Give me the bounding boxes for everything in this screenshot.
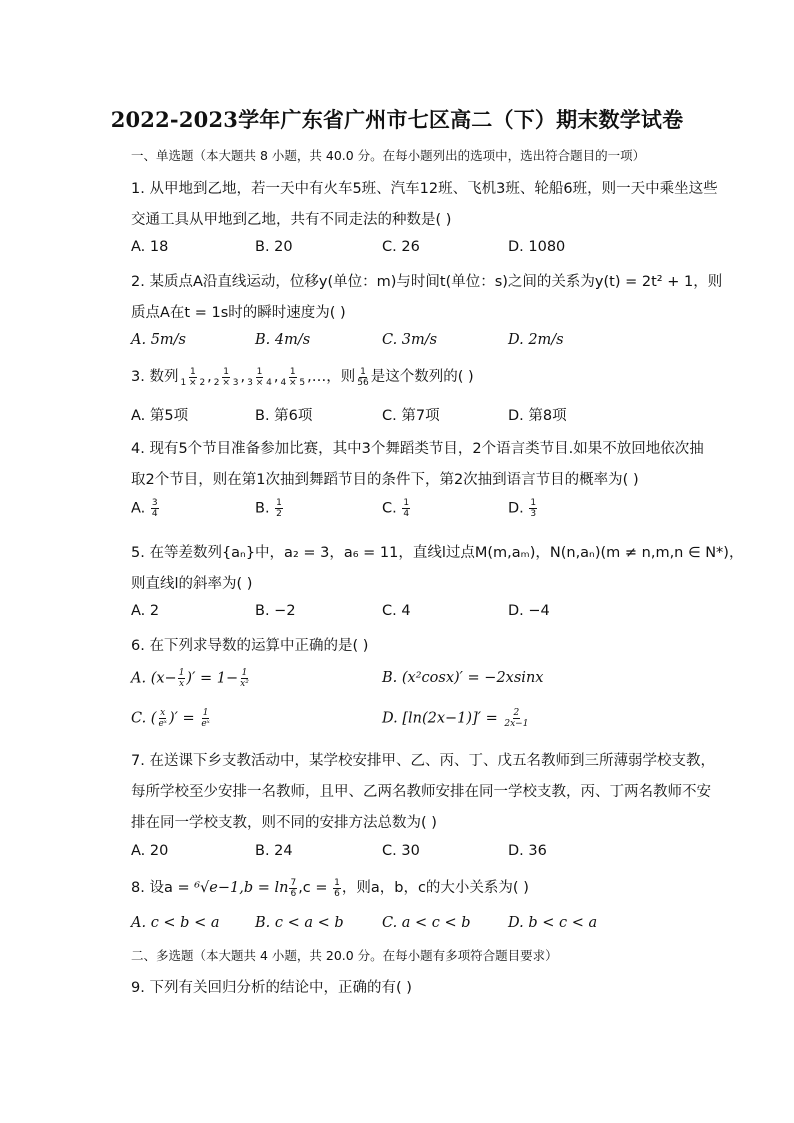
question-2-option-a: A. 5m/s [131, 332, 186, 348]
fraction-denominator: 2x−1 [504, 719, 529, 729]
question-3-text: 3. 数列 $\frac{1}{1 \times 2}$ , $\frac{1}{2 \times 3}$ , $\frac{1}{3 \times 4}$ , $\frac{1}{4 \times 5}$ ,…，则 $\frac{1}{56}$ 是这个数列的( ) [131, 366, 474, 388]
question-5-text-line-2: 则直线l的斜率为( ) [131, 576, 253, 592]
fraction-numerator: 1 [223, 366, 229, 377]
question-1-option-c: C. 26 [382, 239, 420, 255]
fraction-denominator: 4 × 5 [280, 377, 306, 388]
fraction [239, 668, 250, 689]
option-label: A. [131, 500, 146, 517]
question-7-option-a: A. 20 [131, 843, 169, 859]
option-label: D. [508, 500, 524, 517]
question-2-text-line-2: 质点A在t = 1s时的瞬时速度为( ) [131, 305, 346, 321]
question-8-option-b: B. c < a < b [255, 915, 344, 931]
fraction-denominator: eˣ [158, 719, 167, 729]
page-title: 2022-2023学年广东省广州市七区高二（下）期末数学试卷 [110, 107, 684, 132]
fraction-denominator: 3 × 4 [247, 377, 272, 388]
question-8-option-a: A. c < b < a [131, 915, 220, 931]
option-label: B. [255, 500, 270, 517]
expr-part: D. [ln(2x−1)]′ = [382, 710, 503, 727]
question-6-option-a [131, 668, 251, 689]
question-7-text-line-3: 排在同一学校支教，则不同的安排方法总数为( ) [131, 815, 437, 831]
question-4-option-b [255, 498, 284, 519]
question-3-suffix: 是这个数列的( ) [370, 369, 474, 385]
fraction-denominator: 6 [290, 888, 297, 899]
question-3-option-d: D. 第8项 [508, 408, 567, 424]
fraction-denominator: x² [240, 679, 249, 689]
question-2-text-line-1: 2. 某质点A沿直线运动，位移y(单位：m)与时间t(单位：s)之间的关系为y(t) = 2t² + 1，则 [131, 274, 723, 290]
fraction [200, 708, 211, 729]
fraction [503, 708, 529, 729]
expr-part: C. ( [131, 710, 157, 727]
fraction-denominator: 1 × 2 [180, 377, 206, 388]
option-label: C. [382, 500, 397, 517]
fraction-denominator: 2 × 3 [213, 377, 239, 388]
question-4-option-a [131, 498, 160, 519]
fraction [178, 668, 186, 689]
fraction-numerator: 1 [276, 498, 282, 508]
fraction-numerator: 1 [530, 498, 537, 508]
fraction-denominator: eˣ [201, 719, 210, 729]
fraction-denominator: 3 [530, 509, 537, 519]
question-6-option-c [131, 708, 212, 729]
fraction-denominator: 4 [403, 509, 410, 519]
question-8-text [131, 876, 529, 899]
fraction-numerator: 1 [189, 366, 196, 377]
fraction-denominator: 56 [357, 377, 369, 388]
question-2-option-b: B. 4m/s [255, 332, 311, 348]
expr-part: ,c = [298, 880, 333, 896]
question-3-prefix: 3. 数列 [131, 369, 179, 385]
fraction-numerator: 1 [241, 668, 248, 678]
question-3-option-b: B. 第6项 [255, 408, 313, 424]
question-8-option-d: D. b < c < a [508, 915, 598, 931]
fraction [333, 878, 341, 899]
fraction-numerator: 1 [334, 877, 340, 888]
question-3-option-a: A. 第5项 [131, 408, 189, 424]
question-7-option-d: D. 36 [508, 843, 547, 859]
fraction [356, 367, 369, 388]
expr-part: )′ = 1− [186, 670, 239, 687]
question-3-option-c: C. 第7项 [382, 408, 440, 424]
question-1-option-a: A. 18 [131, 239, 169, 255]
section-heading-multi-choice: 二、多选题（本大题共 4 小题，共 20.0 分。在每小题有多项符合题目要求） [131, 948, 558, 963]
question-2-option-d: D. 2m/s [508, 332, 564, 348]
fraction-numerator: 2 [513, 708, 520, 718]
fraction-numerator: x [160, 708, 166, 718]
fraction-numerator: 1 [202, 708, 209, 718]
fraction [275, 498, 283, 519]
fraction [246, 367, 273, 388]
fraction-numerator: 1 [403, 498, 410, 508]
fraction [402, 498, 410, 519]
question-3-mid: ,…，则 [307, 369, 356, 385]
question-7-option-c: C. 30 [382, 843, 420, 859]
fraction-numerator: 1 [178, 668, 185, 678]
question-7-text-line-1: 7. 在送课下乡支教活动中，某学校安排甲、乙、丙、丁、戊五名教师到三所薄弱学校支教， [131, 753, 715, 769]
question-8-option-c: C. a < c < b [382, 915, 471, 931]
question-4-option-c [382, 498, 411, 519]
fraction-denominator: 2 [276, 509, 282, 519]
question-7-option-b: B. 24 [255, 843, 293, 859]
question-4-text-line-2: 取2个节目，则在第1次抽到舞蹈节目的条件下，第2次抽到语言节目的概率为( ) [131, 472, 639, 488]
fraction-numerator: 3 [151, 498, 158, 508]
section-heading-single-choice: 一、单选题（本大题共 8 小题，共 40.0 分。在每小题列出的选项中，选出符合题目的一项） [131, 148, 646, 163]
fraction-numerator: 1 [256, 366, 263, 377]
question-5-text-line-1: 5. 在等差数列{aₙ}中，a₂ = 3，a₆ = 11，直线l过点M(m,aₘ)，N(n,aₙ)(m ≠ n,m,n ∈ N*)， [131, 545, 744, 561]
expr-part: 8. 设a = [131, 880, 195, 896]
question-6-text: 6. 在下列求导数的运算中正确的是( ) [131, 638, 369, 654]
fraction [529, 498, 537, 519]
expr-part: ，则a，b，c的大小关系为( ) [341, 880, 529, 896]
fraction-denominator: x [179, 679, 185, 689]
question-9-text: 9. 下列有关回归分析的结论中，正确的有( ) [131, 980, 412, 996]
fraction-denominator: 4 [151, 509, 158, 519]
question-5-option-a: A. 2 [131, 603, 160, 619]
question-5-option-d: D. −4 [508, 603, 550, 619]
question-1-text-line-2: 交通工具从甲地到乙地，共有不同走法的种数是( ) [131, 212, 452, 228]
fraction [157, 708, 168, 729]
expr-part: ⁶√e−1,b = ln [194, 880, 289, 896]
fraction [289, 878, 297, 899]
question-1-option-b: B. 20 [255, 239, 293, 255]
fraction-numerator: 1 [289, 366, 296, 377]
expr-part: A. (x− [131, 670, 177, 687]
question-4-text-line-1: 4. 现有5个节目准备参加比赛，其中3个舞蹈类节目，2个语言类节目.如果不放回地依次抽 [131, 441, 704, 457]
fraction [179, 367, 206, 388]
question-5-option-c: C. 4 [382, 603, 411, 619]
fraction [279, 367, 306, 388]
fraction-numerator: 1 [360, 366, 366, 377]
fraction-numerator: 7 [290, 877, 297, 888]
fraction-denominator: 6 [334, 888, 340, 899]
question-1-option-d: D. 1080 [508, 239, 566, 255]
fraction [151, 498, 159, 519]
question-6-option-b: B. (x²cosx)′ = −2xsinx [382, 670, 544, 686]
question-6-option-d [382, 708, 530, 729]
question-5-option-b: B. −2 [255, 603, 296, 619]
question-4-option-d [508, 498, 538, 519]
expr-part: )′ = [168, 710, 200, 727]
question-1-text-line-1: 1. 从甲地到乙地，若一天中有火车5班、汽车12班、飞机3班、轮船6班，则一天中乘坐这些 [131, 181, 718, 197]
question-7-text-line-2: 每所学校至少安排一名教师，且甲、乙两名教师安排在同一学校支教，丙、丁两名教师不安 [131, 784, 711, 800]
question-2-option-c: C. 3m/s [382, 332, 438, 348]
fraction [213, 367, 240, 388]
